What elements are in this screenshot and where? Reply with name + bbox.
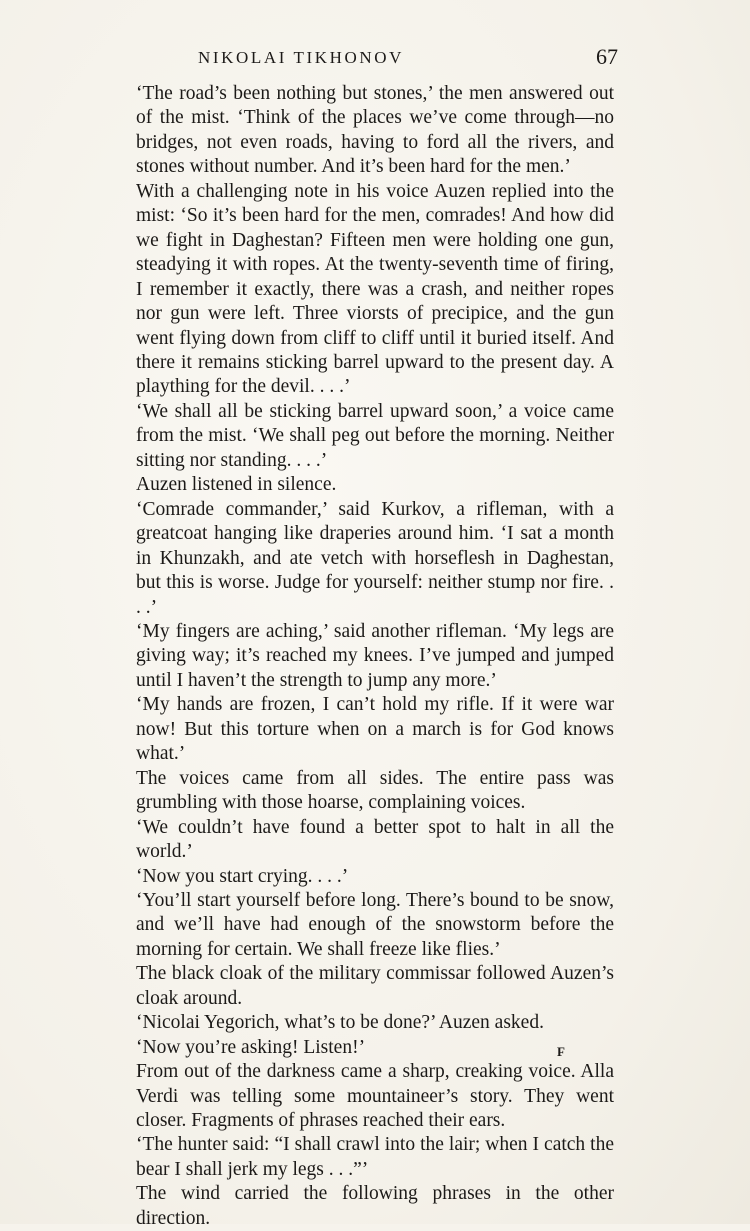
paragraph: The black cloak of the military commissar followed Auzen’s cloak around. <box>136 963 614 1009</box>
paragraph: The wind carried the following phrases in the other direction. <box>136 1183 614 1229</box>
paragraph: ‘We couldn’t have found a better spot to halt in all the world.’ <box>136 816 614 863</box>
paragraph: Auzen listened in silence. <box>136 474 337 496</box>
paragraph: ‘Nicolai Yegorich, what’s to be done?’ Auzen asked. <box>136 1012 544 1034</box>
signature-mark: F <box>557 1044 566 1059</box>
paragraph: With a challenging note in his voice Auzen replied into the mist: ‘So it’s been hard for the men, comrades! And how did we fight in Daghestan? Fifteen men were holding one gun, steadying it with ropes. At the twenty-seventh time of firing, I remember it exactly, there was a crash, and neither ropes nor gun were left. Three viorsts of precipice, and the gun went flying down from cliff to cliff until it buried itself. And there it remains sticking barrel upward to the present day. A plaything for the devil. . . .’ <box>136 180 614 398</box>
paragraph: ‘You’ll start yourself before long. There’s bound to be snow, and we’ll have had enough of the snowstorm before the morning for certain. We shall freeze like flies.’ <box>136 889 614 960</box>
page-header <box>198 44 618 74</box>
paragraph: ‘The hunter said: “I shall crawl into the lair; when I catch the bear I shall jerk my legs . . .”’ <box>136 1134 614 1180</box>
paragraph: ‘Now you start crying. . . .’ <box>136 865 349 887</box>
paragraph: ‘We shall all be sticking barrel upward soon,’ a voice came from the mist. ‘We shall peg out before the morning. Neither sitting nor standing. . . .’ <box>136 400 614 471</box>
body-text <box>136 82 614 1231</box>
paragraph: ‘Comrade commander,’ said Kurkov, a rifleman, with a greatcoat hanging like draperies around him. ‘I sat a month in Khunzakh, and ate vetch with horseflesh in Daghestan, but this is worse. Judge for yourself: neither stump nor fire. . . .’ <box>136 498 614 618</box>
paragraph: ‘My hands are frozen, I can’t hold my rifle. If it were war now! But this torture when on a march is for God knows what.’ <box>136 694 614 765</box>
paragraph: The voices came from all sides. The entire pass was grumbling with those hoarse, complaining voices. <box>136 767 614 814</box>
page-number: 67 <box>596 44 618 69</box>
paragraph: ‘Now you’re asking! Listen!’ <box>136 1036 366 1058</box>
paragraph: ‘The road’s been nothing but stones,’ the men answered out of the mist. ‘Think of the places we’ve come through—no bridges, not even roads, having to ford all the rivers, and stones without number. And it’s been hard for the men.’ <box>136 83 614 178</box>
paragraph: ‘My fingers are aching,’ said another rifleman. ‘My legs are giving way; it’s reached my knees. I’ve jumped and jumped until I haven’t the strength to jump any more.’ <box>136 620 614 691</box>
paragraph: From out of the darkness came a sharp, creaking voice. Alla Verdi was telling some mountaineer’s story. They went closer. Fragments of phrases reached their ears. <box>136 1061 614 1132</box>
running-head: NIKOLAI TIKHONOV <box>198 48 405 67</box>
